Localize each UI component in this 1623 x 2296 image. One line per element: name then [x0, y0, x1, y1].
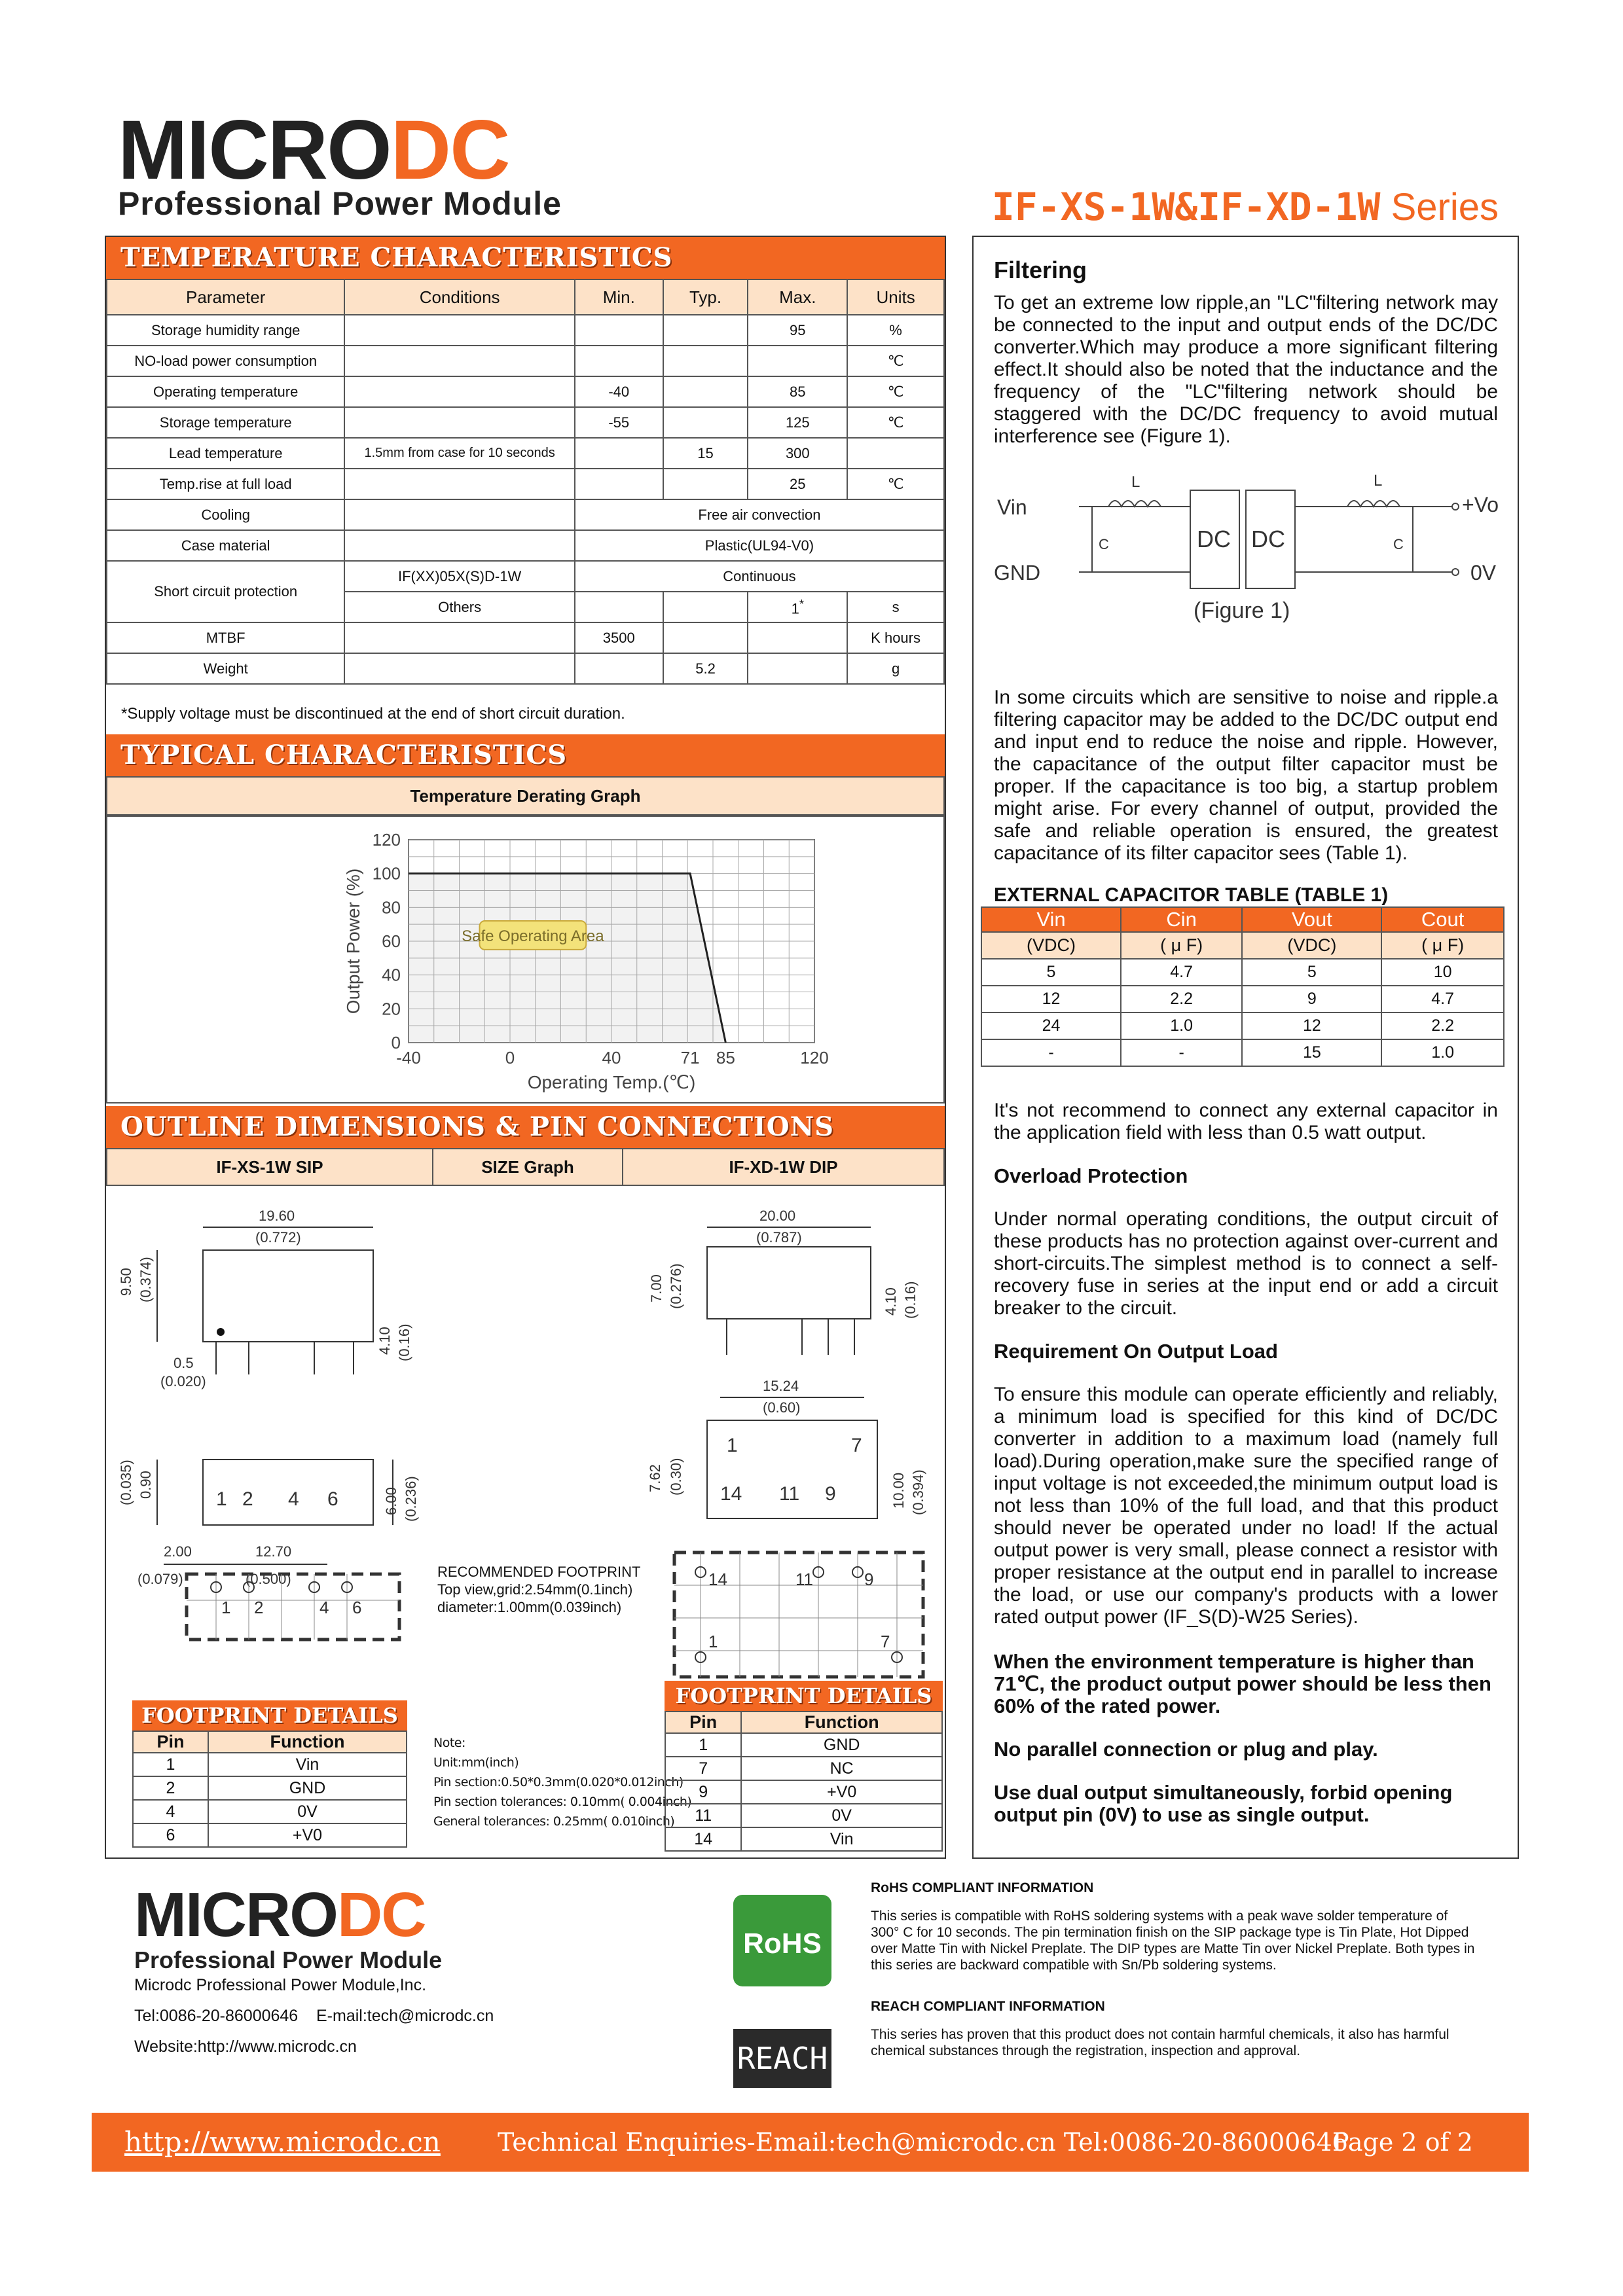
- th-max: Max.: [748, 279, 847, 315]
- company-name: Microdc Professional Power Module,Inc.: [134, 1976, 427, 1994]
- cell: -: [981, 1039, 1121, 1066]
- cell: 85: [748, 376, 847, 407]
- sip-h-in: (0.374): [137, 1257, 154, 1302]
- sip-pin-2: 2: [242, 1488, 253, 1510]
- short-sup: *: [799, 596, 804, 611]
- cell: 2.2: [1381, 1013, 1504, 1039]
- dip-fp-pin-14: 14: [708, 1570, 727, 1589]
- th-conditions: Conditions: [344, 279, 574, 315]
- reach-logo: [733, 2029, 831, 2088]
- table-row: [981, 986, 1504, 1013]
- dip-footprint: [668, 1546, 930, 1683]
- cell: 1.5mm from case for 10 seconds: [344, 438, 574, 469]
- dip-fp-pin-7: 7: [881, 1632, 890, 1651]
- fp-note-line: diameter:1.00mm(0.039inch): [437, 1599, 622, 1615]
- table-row: [665, 1780, 942, 1804]
- table-row: [107, 530, 944, 561]
- table-row: [665, 1827, 942, 1851]
- cell: Storage humidity range: [107, 315, 344, 346]
- cell: MTBF: [107, 622, 344, 653]
- chart-y-tick: 80: [382, 897, 401, 918]
- table-row: [665, 1804, 942, 1827]
- table-row: [107, 499, 944, 530]
- cell: [748, 622, 847, 653]
- cell: [748, 346, 847, 376]
- dip-pin-len-in: (0.16): [902, 1281, 919, 1319]
- cell: [663, 346, 748, 376]
- rohs-title: RoHS COMPLIANT INFORMATION: [871, 1880, 1094, 1895]
- chart-x-tick: 0: [505, 1048, 515, 1067]
- fig-l1: L: [1131, 474, 1140, 491]
- chart-y-tick: 20: [382, 999, 401, 1019]
- table-row: [981, 959, 1504, 986]
- cap-title: EXTERNAL CAPACITOR TABLE (TABLE 1): [994, 884, 1389, 906]
- cell: Vin: [208, 1753, 407, 1776]
- cell: 24: [981, 1013, 1121, 1039]
- cell: -40: [575, 376, 663, 407]
- filtering-title: Filtering: [994, 257, 1087, 283]
- table-row: [665, 1733, 942, 1757]
- dip-h2: 7.62: [647, 1464, 663, 1492]
- fig-c1: C: [1099, 536, 1109, 552]
- cell: 7: [665, 1757, 741, 1780]
- temp-header-row: [107, 279, 944, 315]
- size-label: SIZE Graph: [433, 1149, 623, 1185]
- outline-subheader: [106, 1148, 945, 1186]
- cell: Operating temperature: [107, 376, 344, 407]
- dip-fp-pin-9: 9: [864, 1570, 874, 1589]
- sip-label: IF-XS-1W SIP: [107, 1149, 433, 1185]
- cell: [344, 376, 574, 407]
- bold-note-2: No parallel connection or plug and play.: [994, 1738, 1378, 1761]
- cell: [344, 346, 574, 376]
- cell: [847, 438, 944, 469]
- reach-logo-text: REACH: [737, 2041, 828, 2076]
- cell: [663, 376, 748, 407]
- th-pin: Pin: [133, 1731, 208, 1753]
- dip-fp-pin-1: 1: [708, 1632, 718, 1651]
- cell: %: [847, 315, 944, 346]
- cell: 1.0: [1121, 1013, 1242, 1039]
- cell: [663, 622, 748, 653]
- th-vin: Vin: [981, 907, 1121, 932]
- dip-pin-1: 1: [727, 1435, 738, 1456]
- cell: Lead temperature: [107, 438, 344, 469]
- dip-fp-details: [665, 1681, 943, 1852]
- chart-xlabel: Operating Temp.(℃): [527, 1072, 696, 1092]
- series-code: IF-XS-1W&IF-XD-1W: [991, 185, 1381, 229]
- cell: (VDC): [981, 932, 1121, 959]
- dip-h: 7.00: [648, 1274, 665, 1302]
- cap-table: [981, 906, 1504, 1067]
- company-web: Website:http://www.microdc.cn: [134, 2037, 357, 2056]
- cell: Weight: [107, 653, 344, 684]
- cell: Free air convection: [575, 499, 944, 530]
- footer-logo-suffix: DC: [337, 1880, 426, 1950]
- dip-w: 20.00: [759, 1208, 796, 1224]
- sip-fp-pin-6: 6: [352, 1598, 362, 1617]
- derating-chart: [106, 816, 945, 1103]
- dip-fp-table: [665, 1711, 943, 1852]
- dip-pin-11: 11: [779, 1483, 800, 1505]
- cell: 95: [748, 315, 847, 346]
- footer-logo-text: MICRO: [134, 1880, 337, 1950]
- dip-d-in: (0.394): [910, 1469, 926, 1515]
- th-cout: Cout: [1381, 907, 1504, 932]
- sip-pin-4: 4: [288, 1488, 299, 1510]
- cell: -: [1121, 1039, 1242, 1066]
- sip-drawing: [118, 1198, 445, 1630]
- filtering-p2: In some circuits which are sensitive to noise and ripple.a filtering capacitor may be added to the DC/DC output end and input end to reduce the noise and ripple. However, the capacitance of the output filter capacitor must be proper. If the capacitance is too big, a startup problem might arise. For every channel of output, provided the safe and reliable operation is ensured, the greatest capacitance of its filter capacitor sees (Table 1).: [994, 687, 1498, 864]
- cell: 1: [133, 1753, 208, 1776]
- cell: [575, 653, 663, 684]
- cell: [344, 315, 574, 346]
- cell: NO-load power consumption: [107, 346, 344, 376]
- cell: s: [847, 592, 944, 622]
- cell: 10: [1381, 959, 1504, 986]
- dip-pin-9: 9: [825, 1483, 836, 1505]
- cap-note: It's not recommend to connect any external capacitor in the application field with less than 0.5 watt output.: [994, 1100, 1498, 1143]
- cell: 4.7: [1381, 986, 1504, 1013]
- cell: 9: [1242, 986, 1381, 1013]
- cell: g: [847, 653, 944, 684]
- table-row: [107, 315, 944, 346]
- table-row: [107, 407, 944, 438]
- table-row: [665, 1757, 942, 1780]
- cell: IF(XX)05X(S)D-1W: [344, 561, 574, 592]
- sip-pin-len-in: (0.16): [396, 1323, 412, 1361]
- rohs-info: [871, 1880, 1476, 2059]
- sip-edge-in: (0.079): [137, 1571, 183, 1587]
- bold-note-3: Use dual output simultaneously, forbid opening output pin (0V) to use as single output.: [994, 1781, 1453, 1826]
- chart-y-tick: 120: [372, 830, 401, 850]
- logo-tagline: Professional Power Module: [118, 185, 562, 222]
- rohs-logo: [733, 1895, 831, 1986]
- cell: [344, 530, 574, 561]
- cell: 6: [133, 1823, 208, 1847]
- cell: 12: [1242, 1013, 1381, 1039]
- dip-fp-pin-11: 11: [795, 1570, 813, 1589]
- fig-l2: L: [1374, 474, 1383, 490]
- table-row: [107, 376, 944, 407]
- cell: 5: [981, 959, 1121, 986]
- cell: ℃: [847, 376, 944, 407]
- cell: [344, 622, 574, 653]
- cell: ℃: [847, 469, 944, 499]
- right-content: [994, 257, 1498, 1826]
- header-logo: [118, 103, 602, 223]
- dip-label: IF-XD-1W DIP: [729, 1157, 838, 1177]
- th-pin: Pin: [665, 1712, 741, 1733]
- sip-edge: 2.00: [164, 1543, 192, 1560]
- dip-row: 15.24: [763, 1378, 799, 1394]
- fig-vin: Vin: [997, 495, 1027, 519]
- fp-note-line: Top view,grid:2.54mm(0.1inch): [437, 1581, 633, 1598]
- cell: ℃: [847, 346, 944, 376]
- derating-chart-svg: [107, 817, 943, 1102]
- dip-d: 10.00: [890, 1472, 907, 1509]
- table-row: [981, 1039, 1504, 1066]
- sip-t: 0.90: [137, 1471, 154, 1499]
- cell: [663, 407, 748, 438]
- chart-x-tick: 85: [716, 1048, 735, 1067]
- dip-pin-7: 7: [851, 1435, 862, 1456]
- cell: 12: [981, 986, 1121, 1013]
- footer-enquiries: Technical Enquiries-Email:tech@microdc.cn Tel:0086-20-86000646: [498, 2128, 1348, 2157]
- footer-logo: [134, 1880, 501, 1977]
- fp-note-line: RECOMMENDED FOOTPRINT: [437, 1564, 641, 1580]
- load-title: Requirement On Output Load: [994, 1340, 1278, 1363]
- fig-dc1: DC: [1197, 526, 1231, 552]
- table-row: [107, 653, 944, 684]
- note-line: Pin section:0.50*0.3mm(0.020*0.012inch): [433, 1775, 684, 1789]
- company-info: [134, 1970, 494, 2062]
- cell: 2.2: [1121, 986, 1242, 1013]
- sip-t2-in: (0.236): [403, 1476, 419, 1522]
- table-row: [981, 1013, 1504, 1039]
- fig-gnd: GND: [994, 561, 1041, 584]
- sip-w: 19.60: [259, 1208, 295, 1224]
- cell: 15: [1242, 1039, 1381, 1066]
- temp-note: *Supply voltage must be discontinued at the end of short circuit duration.: [121, 705, 625, 723]
- rohs-text: This series is compatible with RoHS soldering systems with a peak wave solder temperature of 300° C for 10 seconds. The pin termination finish on the SIP package type is Tin Plate, Hot Dipped over Matte Tin with Nickel Preplate. The DIP types are Matte Tin over Nickel Preplate. Both types in this series are backward compatible with Sn/Pb soldering systems.: [871, 1909, 1475, 1973]
- graph-title: Temperature Derating Graph: [106, 776, 945, 816]
- dip-h-in: (0.276): [668, 1263, 684, 1309]
- temp-table-wrap: [106, 279, 945, 685]
- sip-footprint: [183, 1568, 406, 1646]
- series-title: [992, 185, 1499, 229]
- cell: [663, 592, 748, 622]
- chart-y-tick: 40: [382, 965, 401, 985]
- cell: 1.0: [1381, 1039, 1504, 1066]
- cell: [575, 592, 663, 622]
- cell: Others: [344, 592, 574, 622]
- footprint-note: [437, 1563, 640, 1616]
- cell: Cooling: [107, 499, 344, 530]
- cell: 4: [133, 1800, 208, 1823]
- sip-w-in: (0.772): [255, 1229, 301, 1246]
- th-units: Units: [847, 279, 944, 315]
- dip-pin-len: 4.10: [883, 1287, 899, 1316]
- sip-pin-w-in: (0.020): [160, 1373, 206, 1390]
- cell: [344, 653, 574, 684]
- temp-section-title: TEMPERATURE CHARACTERISTICS: [106, 237, 945, 279]
- cell: [663, 315, 748, 346]
- table-row: [133, 1753, 407, 1776]
- footer-logo-tagline: Professional Power Module: [134, 1946, 443, 1973]
- logo-suffix: DC: [390, 103, 509, 197]
- sip-pin-len: 4.10: [376, 1327, 393, 1355]
- sip-pin-1: 1: [216, 1488, 227, 1510]
- cell: [344, 499, 574, 530]
- th-function: Function: [741, 1712, 942, 1733]
- th-typ: Typ.: [663, 279, 748, 315]
- dip-pin-14: 14: [720, 1483, 742, 1505]
- dip-drawing: [629, 1198, 936, 1538]
- sip-pin-6: 6: [327, 1488, 338, 1510]
- table-row: [133, 1800, 407, 1823]
- fig-caption: (Figure 1): [1194, 598, 1290, 623]
- cell: [748, 592, 847, 622]
- cell: +V0: [741, 1780, 942, 1804]
- note-line: Pin section tolerances: 0.10mm( 0.004inch): [433, 1795, 692, 1809]
- sip-pitch-in: (0.500): [246, 1571, 291, 1587]
- cell: 3500: [575, 622, 663, 653]
- fig-vo: +Vo: [1462, 493, 1498, 516]
- dip-fp-title: FOOTPRINT DETAILS: [665, 1681, 943, 1711]
- cell: 125: [748, 407, 847, 438]
- cell: 5.2: [663, 653, 748, 684]
- cell: NC: [741, 1757, 942, 1780]
- chart-safe-area: [409, 874, 725, 1043]
- outline-section-title: OUTLINE DIMENSIONS & PIN CONNECTIONS: [106, 1106, 945, 1148]
- cap-unit-row: [981, 932, 1504, 959]
- cell: 9: [665, 1780, 741, 1804]
- chart-ylabel: Output Power (%): [343, 868, 363, 1014]
- cell: 2: [133, 1776, 208, 1800]
- sip-h: 9.50: [118, 1268, 134, 1296]
- table-row: [107, 469, 944, 499]
- filtering-p1: To get an extreme low ripple,an "LC"filtering network may be connected to the input and output ends of the DC/DC converter.Which may produce a more significant filtering effect.It should also be noted that the inductance and the frequency of the "LC"filtering network should be staggered with the DC/DC frequency to avoid mutual interference see (Figure 1).: [994, 292, 1498, 447]
- cell: Case material: [107, 530, 344, 561]
- fig-dc2: DC: [1251, 526, 1285, 552]
- chart-y-tick: 60: [382, 931, 401, 951]
- bold-note-1: When the environment temperature is higher than 71℃, the product output power should be less then 60% of the rated power.: [994, 1650, 1491, 1717]
- table-row: [107, 622, 944, 653]
- sip-fp-table: [132, 1731, 407, 1848]
- chart-x-tick: 120: [800, 1048, 829, 1067]
- sip-t-in: (0.035): [118, 1460, 134, 1505]
- footer-url[interactable]: http://www.microdc.cn: [124, 2126, 441, 2158]
- cell: 0V: [741, 1804, 942, 1827]
- note-line: Note:: [433, 1736, 465, 1750]
- table-row: [107, 346, 944, 376]
- sip-pitch: 12.70: [255, 1543, 292, 1560]
- unit-note: [433, 1733, 691, 1831]
- cell: 14: [665, 1827, 741, 1851]
- sip-fp-pin-4: 4: [319, 1598, 329, 1617]
- cell: K hours: [847, 622, 944, 653]
- company-contact: Tel:0086-20-86000646 E-mail:tech@microdc.cn: [134, 2007, 494, 2025]
- cell: 4.7: [1121, 959, 1242, 986]
- th-parameter: Parameter: [107, 279, 344, 315]
- cell: [663, 469, 748, 499]
- cell: 15: [663, 438, 748, 469]
- cell: Plastic(UL94-V0): [575, 530, 944, 561]
- cell: ( μ F): [1381, 932, 1504, 959]
- chart-annotation: Safe Operating Area: [462, 927, 604, 945]
- sip-fp-details: [132, 1700, 407, 1848]
- cell: [575, 438, 663, 469]
- footer-bar: [92, 2113, 1529, 2172]
- cell: GND: [208, 1776, 407, 1800]
- sip-fp-pin-2: 2: [254, 1598, 264, 1617]
- logo-text: MICRO: [118, 103, 391, 197]
- cell: Vin: [741, 1827, 942, 1851]
- overload-p: Under normal operating conditions, the output circuit of these products has no protection against over-current and short-circuits.The simplest method is to connect a self-recovery fuse in series at the input end or add a circuit breaker to the circuit.: [994, 1208, 1498, 1319]
- dip-w-in: (0.787): [756, 1229, 802, 1246]
- cell: ℃: [847, 407, 944, 438]
- cell: 300: [748, 438, 847, 469]
- fig-0v: 0V: [1470, 561, 1497, 584]
- fig-c2: C: [1393, 536, 1404, 552]
- cap-header-row: [981, 907, 1504, 932]
- chart-y-tick: 100: [372, 863, 401, 884]
- chart-x-tick: 71: [680, 1048, 700, 1067]
- cell: Short circuit protection: [107, 561, 344, 622]
- dip-h2-in: (0.30): [668, 1458, 684, 1496]
- th-vout: Vout: [1242, 907, 1381, 932]
- filter-figure: [994, 474, 1498, 651]
- cell: 1: [665, 1733, 741, 1757]
- note-line: Unit:mm(inch): [433, 1755, 519, 1770]
- temp-table: [106, 279, 945, 685]
- cell: (VDC): [1242, 932, 1381, 959]
- th-function: Function: [208, 1731, 407, 1753]
- chart-x-tick: 40: [602, 1048, 621, 1067]
- dip-row-in: (0.60): [763, 1399, 801, 1416]
- short-value: 1: [791, 600, 799, 617]
- th-min: Min.: [575, 279, 663, 315]
- sip-t2: 6.00: [383, 1487, 399, 1515]
- cell: [575, 346, 663, 376]
- table-row: [107, 561, 944, 592]
- table-row: [133, 1776, 407, 1800]
- cell: [575, 315, 663, 346]
- typical-section-title: TYPICAL CHARACTERISTICS: [106, 734, 945, 776]
- cell: 11: [665, 1804, 741, 1827]
- overload-title: Overload Protection: [994, 1164, 1188, 1187]
- note-line: General tolerances: 0.25mm( 0.010inch): [433, 1814, 675, 1829]
- cell: [344, 407, 574, 438]
- cell: Continuous: [575, 561, 944, 592]
- rohs-logo-text: RoHS: [743, 1928, 822, 1960]
- cell: GND: [741, 1733, 942, 1757]
- cell: [748, 653, 847, 684]
- series-word: Series: [1391, 186, 1499, 228]
- cell: -55: [575, 407, 663, 438]
- footer-page: Page 2 of 2: [1332, 2128, 1473, 2157]
- table-row: [107, 438, 944, 469]
- cell: ( μ F): [1121, 932, 1242, 959]
- cell: 5: [1242, 959, 1381, 986]
- reach-title: REACH COMPLIANT INFORMATION: [871, 1999, 1105, 2014]
- load-p: To ensure this module can operate efficiently and reliably, a minimum load is specified for this kind of DC/DC converter in addition to a maximum load (namely full load).During operation,make sure the specified range of input voltage is not exceeded,the minimum output load is not less than 10% of the full load, and that this product should never be operated under no load! If the actual output power is very small, please connect a resistor with proper resistance at the output end in parallel to increase the load, or use our company's products with a lower rated output power (IF_S(D)-W25 Series).: [994, 1384, 1498, 1628]
- cell: 25: [748, 469, 847, 499]
- sip-pin-w: 0.5: [173, 1355, 194, 1371]
- chart-y-tick: 0: [391, 1033, 401, 1052]
- cell: Temp.rise at full load: [107, 469, 344, 499]
- th-cin: Cin: [1121, 907, 1242, 932]
- cell: 0V: [208, 1800, 407, 1823]
- sip-fp-pin-1: 1: [221, 1598, 231, 1617]
- reach-text: This series has proven that this product does not contain harmful chemicals, it also has harmful chemical substances through the registration, inspection and approval.: [871, 2027, 1450, 2058]
- cell: +V0: [208, 1823, 407, 1847]
- cell: [344, 469, 574, 499]
- table-row: [133, 1823, 407, 1847]
- cell: [575, 469, 663, 499]
- sip-fp-title: FOOTPRINT DETAILS: [132, 1700, 407, 1731]
- cell: Storage temperature: [107, 407, 344, 438]
- chart-x-tick: -40: [396, 1048, 421, 1067]
